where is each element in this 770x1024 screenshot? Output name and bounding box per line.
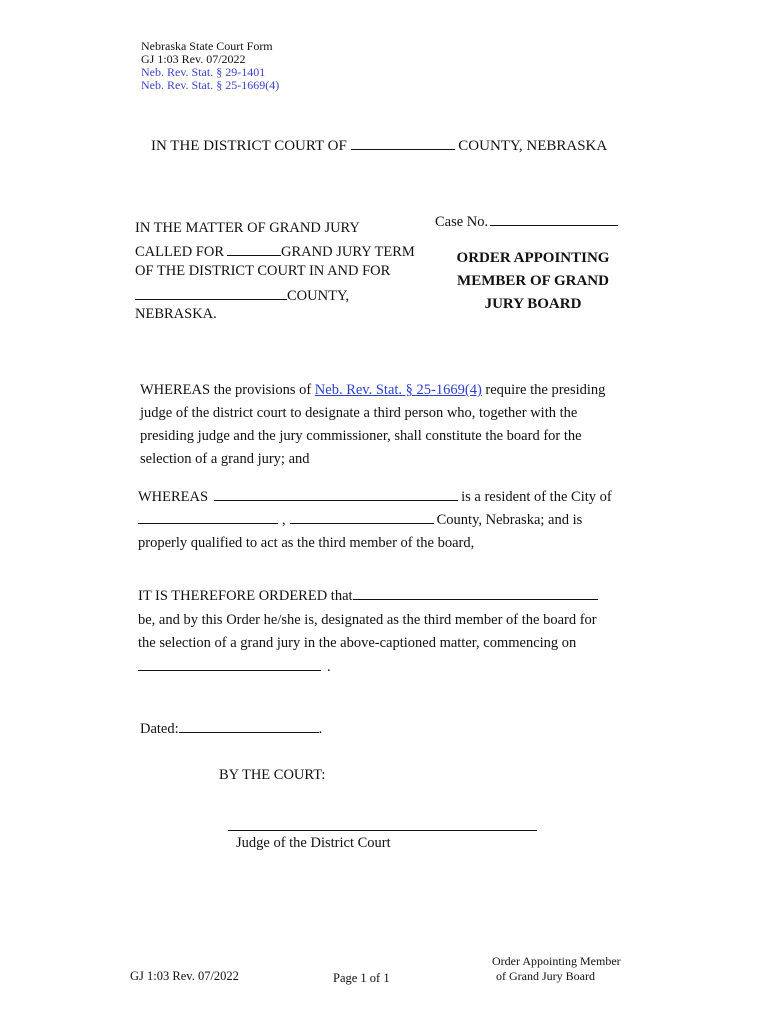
- footer-title-line-1: Order Appointing Member: [492, 954, 621, 968]
- whereas-2-label: WHEREAS: [138, 489, 209, 505]
- commencement-date-field[interactable]: [138, 656, 321, 671]
- ordered-paragraph-line-3: the selection of a grand jury in the above-captioned matter, commencing on: [138, 635, 577, 651]
- dated-period: .: [318, 721, 323, 737]
- caption-line-5: NEBRASKA.: [135, 306, 217, 322]
- order-title-line-3: JURY BOARD: [484, 296, 582, 312]
- county-name-field[interactable]: [351, 135, 455, 150]
- statute-link[interactable]: Neb. Rev. Stat. § 25-1669(4): [314, 382, 482, 398]
- footer-page-number: Page 1 of 1: [333, 971, 390, 985]
- caption-county-field[interactable]: [135, 285, 287, 300]
- whereas-paragraph-2-line-2: [138, 509, 582, 532]
- ordered-paragraph-line-4: [138, 656, 331, 679]
- court-heading-prefix: IN THE DISTRICT COURT OF: [151, 138, 347, 154]
- caption-line-1: IN THE MATTER OF GRAND JURY: [135, 220, 360, 236]
- caption-county-label: COUNTY,: [287, 288, 350, 304]
- by-the-court: BY THE COURT:: [219, 767, 326, 783]
- dated-label: Dated:: [140, 721, 179, 737]
- member-name-field[interactable]: [214, 486, 458, 501]
- caption-line-3: OF THE DISTRICT COURT IN AND FOR: [135, 263, 391, 279]
- whereas-text: WHEREAS the provisions of: [140, 382, 315, 398]
- member-county-field[interactable]: [290, 509, 434, 524]
- order-title-line-2: MEMBER OF GRAND: [457, 273, 609, 289]
- case-number: [435, 211, 618, 231]
- comma: ,: [282, 512, 286, 528]
- case-number-field[interactable]: [490, 211, 618, 226]
- footer-form-code: GJ 1:03 Rev. 07/2022: [130, 969, 239, 983]
- grand-jury-term-field[interactable]: [227, 241, 281, 256]
- caption-line-2: [135, 241, 415, 261]
- dated-field[interactable]: [179, 718, 319, 733]
- caption-term-label: GRAND JURY TERM: [281, 244, 415, 260]
- caption-called-for: CALLED FOR: [135, 244, 225, 260]
- whereas-paragraph-1-line-4: selection of a grand jury; and: [140, 451, 310, 467]
- whereas-paragraph-1-line-2: judge of the district court to designate a third person who, together with the: [140, 405, 578, 421]
- whereas-paragraph-2-line-3: properly qualified to act as the third member of the board,: [138, 535, 475, 551]
- court-heading-suffix: COUNTY, NEBRASKA: [458, 138, 608, 154]
- judge-signature-line[interactable]: [228, 830, 537, 831]
- ordered-paragraph-line-2: be, and by this Order he/she is, designated as the third member of the board for: [138, 612, 597, 628]
- city-field[interactable]: [138, 509, 278, 524]
- county-nebraska-text: County, Nebraska; and is: [436, 512, 583, 528]
- period: .: [327, 659, 331, 675]
- order-title-line-1: ORDER APPOINTING: [456, 250, 610, 266]
- resident-text: is a resident of the City of: [461, 489, 612, 505]
- form-code: GJ 1:03 Rev. 07/2022: [141, 52, 246, 66]
- appointee-name-field[interactable]: [353, 585, 598, 600]
- whereas-paragraph-1-line-3: presiding judge and the jury commissioner, shall constitute the board for the: [140, 428, 582, 444]
- form-name: Nebraska State Court Form: [141, 39, 273, 53]
- whereas-paragraph-2-line-1: [138, 486, 612, 509]
- caption-line-4: [135, 285, 349, 305]
- judge-label: Judge of the District Court: [236, 835, 391, 851]
- statute-reference-1: Neb. Rev. Stat. § 29-1401: [141, 65, 266, 79]
- footer-title-line-2: of Grand Jury Board: [496, 969, 595, 983]
- case-number-label: Case No.: [435, 214, 489, 230]
- court-heading: [151, 135, 607, 155]
- whereas-text-cont: require the presiding: [481, 382, 606, 398]
- whereas-paragraph-1-line-1: [140, 379, 605, 402]
- statute-reference-2: Neb. Rev. Stat. § 25-1669(4): [141, 78, 280, 92]
- dated-line: [140, 718, 322, 741]
- ordered-text: IT IS THEREFORE ORDERED that: [138, 588, 353, 604]
- ordered-paragraph-line-1: [138, 585, 598, 608]
